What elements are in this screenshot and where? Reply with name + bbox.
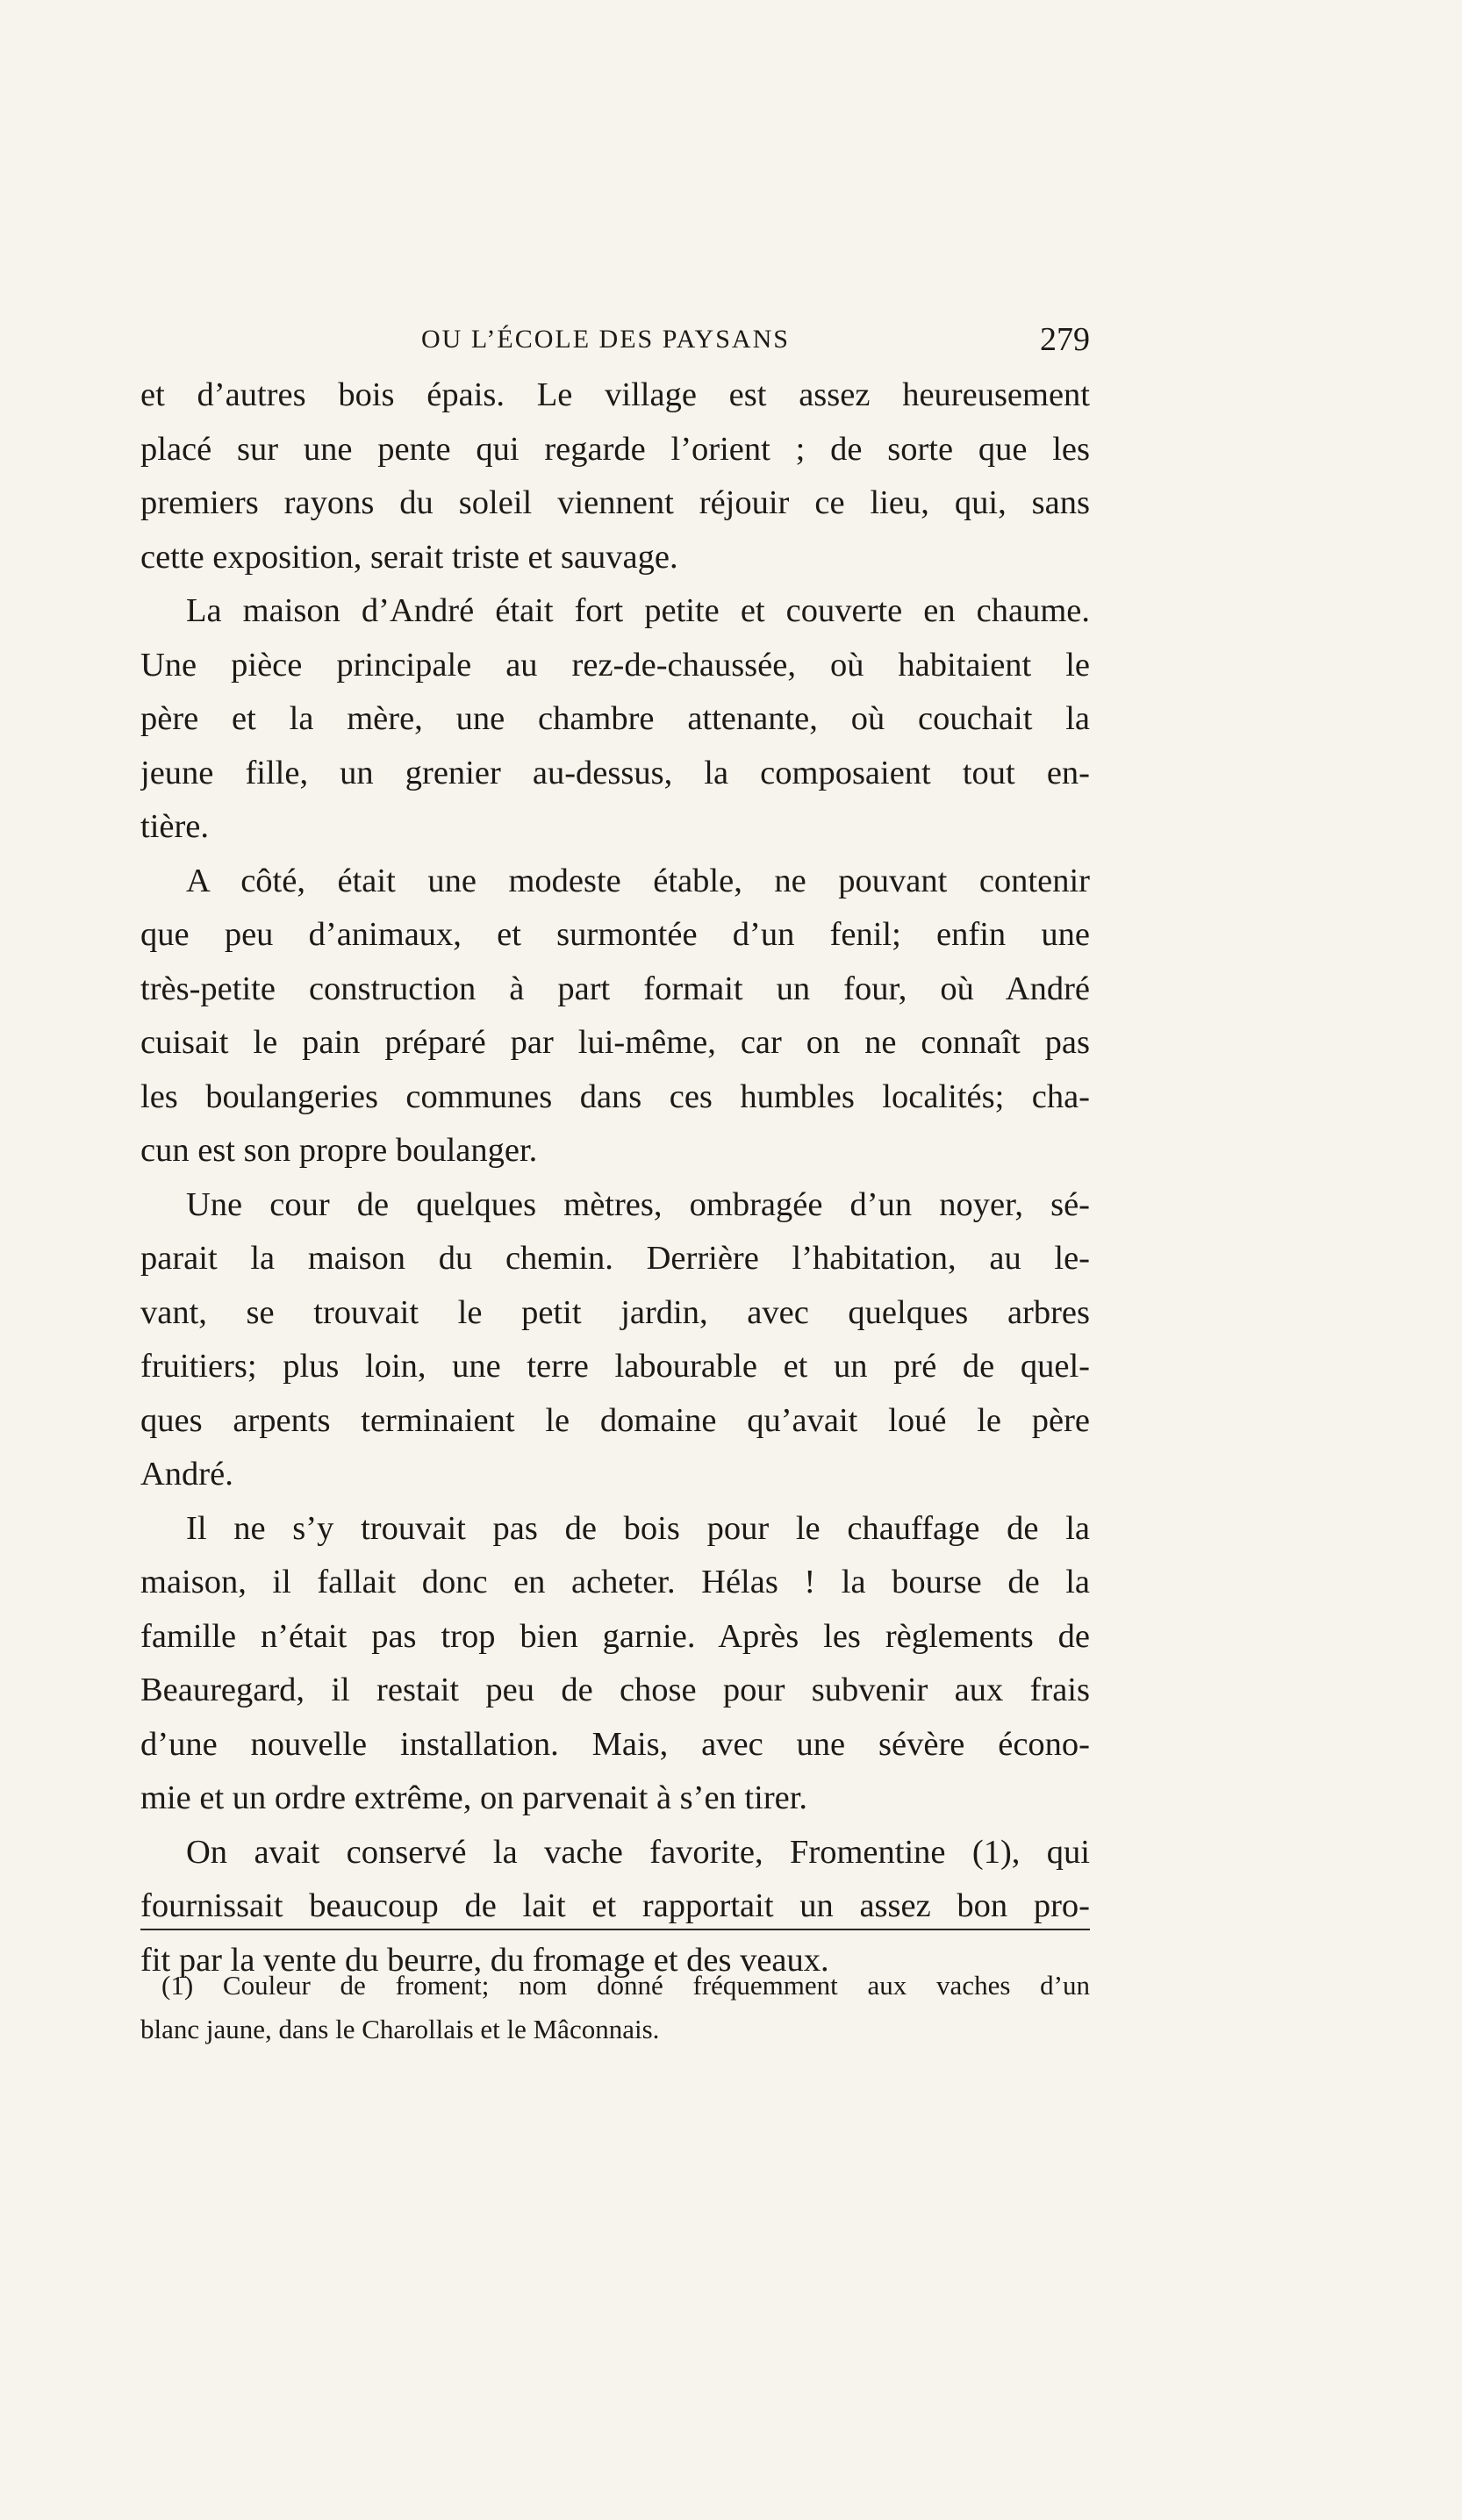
text-line: que peu d’animaux, et surmontée d’un fenil; enfin une	[140, 916, 1090, 953]
text-line: vant, se trouvait le petit jardin, avec quelques arbres	[140, 1293, 1090, 1331]
text-line: A côté, était une modeste étable, ne pouvant contenir	[186, 862, 1090, 899]
text-line: tière.	[140, 808, 210, 845]
text-line: La maison d’André était fort petite et couverte en chaume.	[186, 592, 1090, 629]
footnote-line: (1) Couleur de froment; nom donné fréquemment aux vaches d’un	[161, 1970, 1090, 2001]
text-line: cette exposition, serait triste et sauvage.	[140, 538, 678, 576]
text-line: parait la maison du chemin. Derrière l’habitation, au le-	[140, 1240, 1090, 1277]
text-line: et d’autres bois épais. Le village est assez heureusement	[140, 376, 1090, 413]
text-line: On avait conservé la vache favorite, Fromentine (1), qui	[186, 1833, 1090, 1871]
text-line: les boulangeries communes dans ces humbles localités; cha-	[140, 1077, 1090, 1115]
text-line: père et la mère, une chambre attenante, où couchait la	[140, 700, 1090, 737]
text-line: maison, il fallait donc en acheter. Hélas ! la bourse de la	[140, 1564, 1090, 1600]
text-line: famille n’était pas trop bien garnie. Après les règlements de	[140, 1617, 1090, 1655]
text-line: Beauregard, il restait peu de chose pour subvenir aux frais	[140, 1672, 1090, 1708]
text-line: premiers rayons du soleil viennent réjouir ce lieu, qui, sans	[140, 484, 1090, 521]
text-line: jeune fille, un grenier au-dessus, la composaient tout en-	[140, 754, 1090, 791]
text-line: Il ne s’y trouvait pas de bois pour le chauffage de la	[186, 1509, 1090, 1547]
footnote-line: blanc jaune, dans le Charollais et le Mâconnais.	[140, 2014, 660, 2044]
text-line: Une cour de quelques mètres, ombragée d’un noyer, sé-	[186, 1185, 1090, 1223]
text-line: cun est son propre boulanger.	[140, 1132, 538, 1169]
text-line: fournissait beaucoup de lait et rapportait un assez bon pro-	[140, 1887, 1090, 1924]
text-line: cuisait le pain préparé par lui-même, car on ne connaît pas	[140, 1024, 1090, 1061]
text-line: ques arpents terminaient le domaine qu’avait loué le père	[140, 1401, 1090, 1439]
running-title: OU L’ÉCOLE DES PAYSANS	[421, 325, 790, 354]
text-line: Une pièce principale au rez-de-chaussée, où habitaient le	[140, 646, 1090, 684]
body-text	[140, 369, 1090, 1987]
text-line: placé sur une pente qui regarde l’orient ; de sorte que les	[140, 430, 1090, 468]
text-line: d’une nouvelle installation. Mais, avec une sévère écono-	[140, 1725, 1090, 1763]
text-line: fit par la vente du beurre, du fromage et des veaux.	[140, 1941, 829, 1979]
text-line: fruitiers; plus loin, une terre labourable et un pré de quel-	[140, 1348, 1090, 1385]
footnote-rule	[140, 1929, 1090, 1930]
running-head	[140, 318, 1090, 362]
text-line: très-petite construction à part formait un four, où André	[140, 970, 1090, 1007]
text-line: André.	[140, 1456, 233, 1493]
footnote	[140, 1964, 1090, 2051]
page-number: 279	[1040, 321, 1090, 358]
text-line: mie et un ordre extrême, on parvenait à s’en tirer.	[140, 1779, 808, 1816]
